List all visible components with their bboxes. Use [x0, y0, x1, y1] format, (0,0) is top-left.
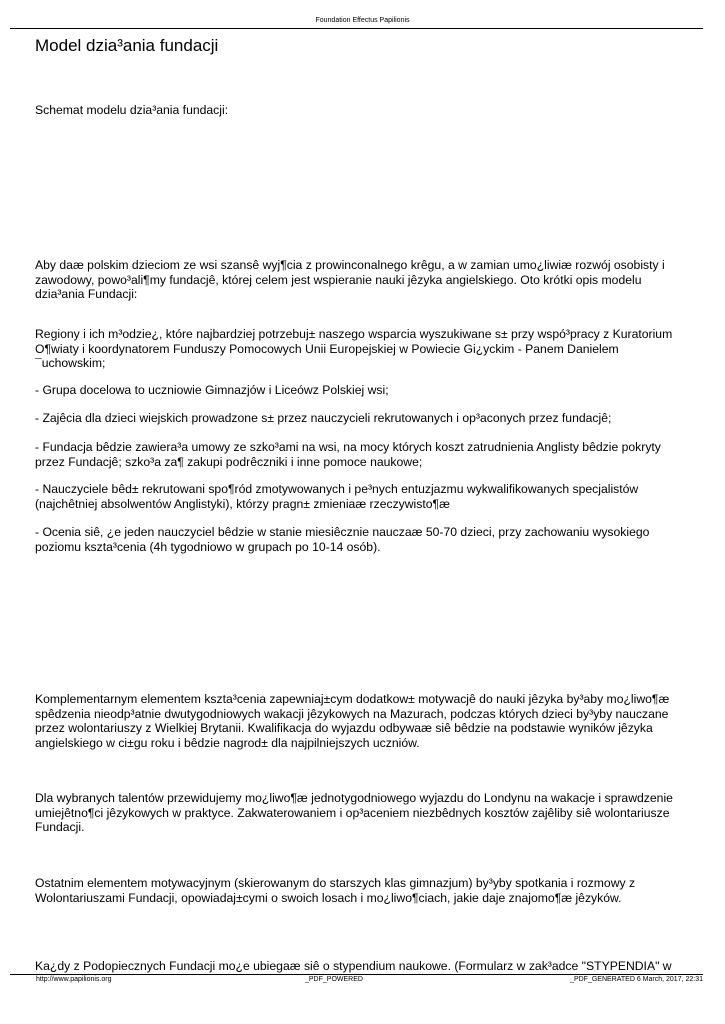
footer-url-link[interactable]: http://www.papilionis.org: [36, 976, 112, 983]
paragraph-agreements: - Fundacja bêdzie zawiera³a umowy ze szko³ami na wsi, na mocy których koszt zatrudnienia Anglisty bêdzie pokryty przez Fundacjê; szko³a za¶ zakupi podrêczniki i inne pomoce naukowe;: [35, 440, 661, 469]
paragraph-schema-intro: Schemat modelu dzia³ania fundacji:: [35, 103, 229, 117]
paragraph-regions: Regiony i ich m³odzie¿, które najbardziej potrzebuj± naszego wsparcia wyszukiwane s± przy wspó³pracy z Kuratorium O¶wiaty i koordynatorem Funduszy Pomocowych Unii Europejskiej w Powiecie Gi¿yckim - Panem Danielem ¯uchowskim;: [35, 327, 673, 370]
footer-rule: [10, 974, 703, 975]
paragraph-volunteer-meetings: Ostatnim elementem motywacyjnym (skierowanym do starszych klas gimnazjum) by³yby spotkania i rozmowy z Wolontariuszami Fundacji, opowiadaj±cymi o swoich losach i mo¿liwo¶ciach, jakie daje znajomo¶æ jêzyków.: [35, 876, 636, 905]
footer-powered: _PDF_POWERED: [305, 976, 363, 983]
paragraph-estimate: - Ocenia siê, ¿e jeden nauczyciel bêdzie w stanie miesiêcznie nauczaæ 50-70 dzieci, przy zachowaniu wysokiego poziomu kszta³cenia (4h tygodniowo w grupach po 10-14 osób).: [35, 525, 650, 554]
paragraph-london-trip: Dla wybranych talentów przewidujemy mo¿liwo¶æ jednotygodniowego wyjazdu do Londynu na wakacje i sprawdzenie umiejêtno¶ci jêzykowych w praktyce. Zakwaterowaniem i op³aceniem niezbêdnych kosztów zajêliby siê wolontariusze Fundacji.: [35, 791, 673, 834]
footer-generated: _PDF_GENERATED 6 March, 2017, 22:31: [570, 976, 703, 983]
header-rule: [10, 28, 703, 29]
paragraph-teachers: - Nauczyciele bêd± rekrutowani spo¶ród zmotywowanych i pe³nych entuzjazmu wykwalifikowanych specjalistów (najchêtniej absolwentów Anglistyki), którzy pragn± zmieniaæ rzeczywisto¶æ: [35, 482, 639, 511]
paragraph-scholarship: Ka¿dy z Podopiecznych Fundacji mo¿e ubiegaæ siê o stypendium naukowe. (Formularz w zak³adce "STYPENDIA" w: [35, 959, 672, 973]
paragraph-target-group: - Grupa docelowa to uczniowie Gimnazjów i Liceówz Polskiej wsi;: [35, 383, 389, 397]
paragraph-summer-camp: Komplementarnym elementem kszta³cenia zapewniaj±cym dodatkow± motywacjê do nauki jêzyka by³aby mo¿liwo¶æ spêdzenia nieodp³atnie dwutygodniowych wakacji jêzykowych na Mazurach, podczas których dzieci by³yby nauczane przez wolontariuszy z Wielkiej Brytanii. Kwalifikacja do wyjazdu odbywaæ siê bêdzie na podstawie wyników jêzyka angielskiego w ci±gu roku i bêdzie nagrod± dla najpilniejszych uczniów.: [35, 692, 670, 750]
page-title: Model dzia³ania fundacji: [35, 36, 219, 55]
paragraph-classes: - Zajêcia dla dzieci wiejskich prowadzone s± przez nauczycieli rekrutowanych i op³aconych przez fundacjê;: [35, 411, 612, 425]
paragraph-foundation-intro: Aby daæ polskim dzieciom ze wsi szansê wyj¶cia z prowinconalnego krêgu, a w zamian umo¿liwiæ rozwój osobisty i zawodowy, powo³ali¶my fundacjê, której celem jest wspieranie nauki jêzyka angielskiego. Oto krótki opis modelu dzia³ania Fundacji:: [35, 258, 665, 301]
page-header: Foundation Effectus Papilionis: [315, 17, 410, 24]
